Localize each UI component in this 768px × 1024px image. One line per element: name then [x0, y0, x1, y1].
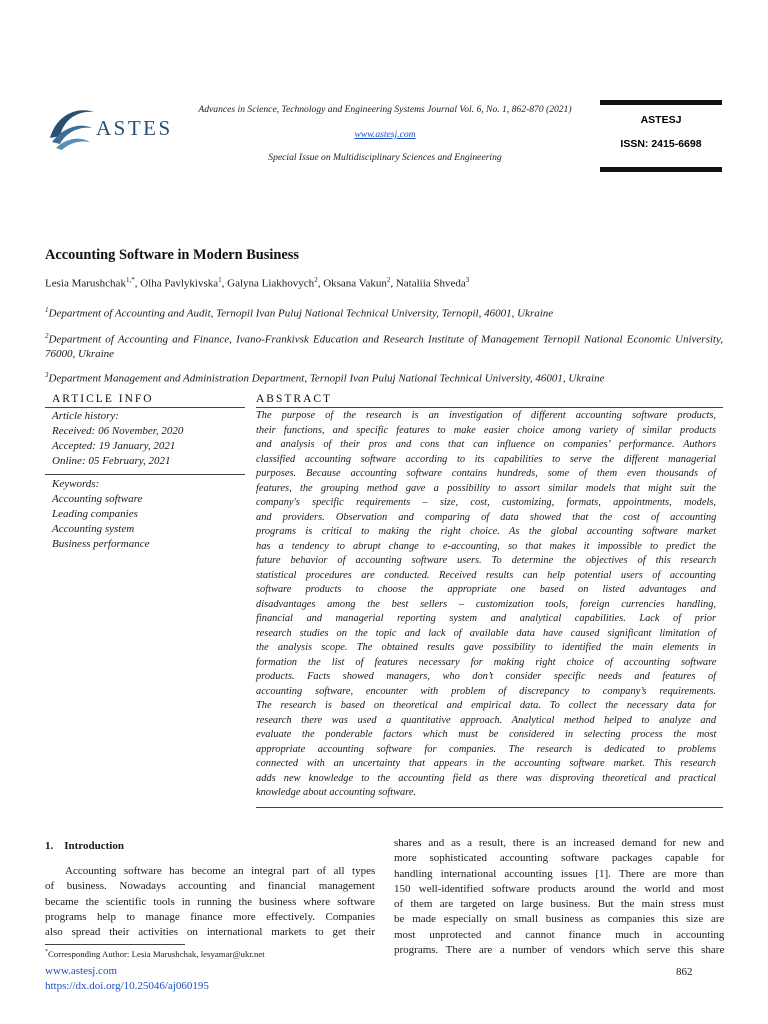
keywords-block — [52, 477, 149, 552]
body-line: be made especially on small business as companies this size are — [394, 913, 725, 926]
accepted-date: Accepted: 19 January, 2021 — [52, 440, 176, 452]
body-line: handling international accounting issues [1]. There are more than — [394, 867, 724, 880]
journal-issn: ISSN: 2415-6698 — [620, 138, 702, 150]
body-line: more sophisticated accounting software packages capable for — [394, 852, 725, 865]
footer-doi-link[interactable]: https://dx.doi.org/10.25046/aj060195 — [45, 980, 209, 992]
abstract-line: statistical procedures are conducted. Received results can help potential users of accounting — [256, 569, 716, 581]
abstract-line: The purpose of the research is an investigation of different accounting software products, — [256, 410, 716, 421]
abstract-line: evaluate the ponderable factors which must be considered in selecting process the most — [256, 729, 717, 741]
affiliation-1 — [45, 303, 723, 321]
abstract-line: appropriate accounting software for companies. The research is dedicated to problems — [256, 743, 716, 755]
article-history — [52, 409, 183, 469]
abstract-line: and providers. Observation and comparing of data showed that the cost of accounting — [256, 511, 717, 523]
affiliation-2 — [45, 329, 723, 361]
abstract-heading: ABSTRACT — [256, 393, 333, 405]
body-line: most unprotected and cannot finance much in accounting — [394, 928, 725, 941]
special-issue-line: Special Issue on Multidisciplinary Sciences and Engineering — [268, 152, 502, 163]
author-name: Oksana Vakun — [323, 277, 387, 290]
abstract-line: programs is critical to making the right choice. As the global accounting software market — [256, 526, 716, 538]
author-sup: 2 — [386, 276, 391, 284]
affiliation-text: Department of Accounting and Finance, Ivano-Frankivsk Education and Research Institute of Management Ternopil National Economic University, 76000, Ukraine — [45, 333, 723, 360]
abstract-line: research studies on the topic and lack of available data have caused significant limitation of — [256, 627, 716, 639]
section-number: 1. — [45, 840, 54, 852]
abstract-line: knowledge about accounting software. — [256, 787, 417, 799]
abstract-line: future behavior of accounting software users. To determine the objectives of this research — [256, 555, 717, 567]
abstract-line: company's specific requirements – size, cost, customizing, formats, appointments, models, — [256, 497, 716, 509]
footnote — [45, 949, 265, 959]
journal-line: Advances in Science, Technology and Engineering Systems Journal Vol. 6, No. 1, 862-870 (2021) — [198, 104, 572, 115]
footnote-divider — [45, 944, 185, 945]
article-info-heading: ARTICLE INFO — [52, 393, 154, 405]
abstract-line: has a tendency to abrupt change to e-accounting, so that makes it impossible to predict the — [256, 540, 716, 552]
affiliation-3 — [45, 368, 723, 386]
abstract-line: research there was used a quantitative approach. Analytical method helped to analyze and — [256, 714, 717, 726]
keyword: Leading companies — [52, 508, 138, 520]
abstract-line: products. Facts showed managers, who don’t consider specific needs and features of — [256, 671, 717, 683]
abstract-line: the analysis scope. The obtained results gave possibility to identified the main elements in — [256, 642, 716, 654]
journal-website-link[interactable]: www.astesj.com — [354, 129, 416, 140]
author-sup: 2 — [314, 276, 318, 284]
journal-brand: ASTESJ — [640, 114, 682, 126]
abstract-line: and analysis of their pros and cons that can influence on companies’ performance. Authors — [256, 439, 716, 451]
footnote-text: Corresponding Author: Lesia Marushchak, lesyamar@ukr.net — [48, 949, 265, 959]
author-name: Nataliia Shveda — [395, 277, 466, 290]
affiliation-sup: 3 — [45, 371, 49, 379]
author-name: Galyna Liakhovych — [227, 277, 315, 290]
body-line: programs help to manage finance more effectively. Companies — [45, 910, 375, 923]
affiliation-sup: 1 — [45, 306, 49, 314]
abstract-line: their functions, and specific features to make easier choice among variety of similar products — [256, 424, 716, 436]
body-line: shares and as a result, there is an increased demand for new and — [394, 837, 724, 849]
keyword: Accounting system — [52, 523, 135, 535]
body-line: 150 well-identified software products around the world and most — [394, 882, 724, 895]
divider — [256, 407, 723, 408]
body-line: of them are targeted on large business. But the main stress must — [394, 898, 725, 911]
author-list: Lesia Marushchak$^{1,*}$, Olha Pavlykivska$^1$, Galyna Liakhovych$^2$, Oksana Vakun$^2$, Nataliia Shveda$^3$ — [45, 276, 470, 290]
body-left-column — [45, 864, 375, 940]
footnote-sup: * — [45, 949, 48, 956]
affiliation-sup: 2 — [45, 332, 49, 340]
author-sup: 1 — [218, 276, 222, 284]
footer-website-link[interactable]: www.astesj.com — [45, 965, 117, 977]
abstract-line: features, the grouping method gave a possibility to assort similar models that might suit the — [256, 482, 716, 494]
body-right-column — [394, 836, 724, 958]
abstract-body — [256, 409, 716, 801]
affiliation-text: Department of Accounting and Audit, Ternopil Ivan Puluj National Technical University, Ternopil, 46001, Ukraine — [48, 307, 554, 320]
abstract-line: software products to choose the appropriate one based on listed advantages and — [256, 584, 716, 596]
online-date: Online: 05 February, 2021 — [52, 455, 171, 467]
section-title: Introduction — [64, 840, 124, 852]
body-line: Accounting software has become an integral part of all types — [65, 865, 376, 877]
page-number: 862 — [676, 966, 693, 978]
divider — [256, 807, 723, 808]
abstract-line: connected with an uncertainty that appears in the accounting software market. This research — [256, 758, 716, 770]
abstract-line: accounting software, encounter with problem of discrepancy to company’s requirements. — [256, 685, 716, 697]
abstract-line: purposes. Because accounting software contains hundreds, some of them even thousands of — [256, 468, 716, 480]
divider — [45, 407, 245, 408]
body-line: of business. Nowadays accounting and financial management — [45, 880, 375, 893]
abstract-line: financial and managerial reporting system and analytical capabilities. Lack of prior — [256, 613, 716, 625]
author-name: Olha Pavlykivska — [140, 277, 219, 290]
body-line: programs. There are a number of vendors which serve this share — [394, 944, 725, 957]
abstract-line: classified accounting software according to its capabilities to serve the different managerial — [256, 453, 716, 465]
keyword: Accounting software — [52, 493, 143, 505]
abstract-line: The research is based on theoretical and empirical data. To collect the necessary data for — [256, 700, 717, 712]
received-date: Received: 06 November, 2020 — [52, 425, 184, 437]
abstract-line: disadvantages among the best sellers – customization tools, foreign currencies handling, — [256, 598, 716, 610]
keyword: Business performance — [52, 538, 150, 550]
body-line: also spread their activities on international markets to get their — [45, 926, 375, 939]
affiliation-text: Department Management and Administration Department, Ternopil Ivan Puluj National Technical University, 46001, Ukraine — [48, 372, 605, 385]
logo-text: ASTES — [96, 116, 173, 140]
author-sup: 3 — [465, 276, 470, 284]
section-heading — [45, 840, 124, 852]
body-line: became the scientific tools in running the business where software — [45, 895, 375, 908]
journal-brand-box — [600, 100, 722, 172]
abstract-line: adds new knowledge to the accounting field as there was disproving theoretical and practical — [256, 772, 717, 784]
author-sup: 1,* — [125, 276, 135, 284]
abstract-line: formation the list of features necessary for making right choice of accounting software — [256, 656, 717, 668]
keywords-label: Keywords: — [52, 478, 100, 490]
history-label: Article history: — [52, 410, 119, 422]
divider — [45, 474, 245, 475]
paper-title: Accounting Software in Modern Business — [45, 247, 299, 263]
author-name: Lesia Marushchak — [45, 277, 126, 290]
